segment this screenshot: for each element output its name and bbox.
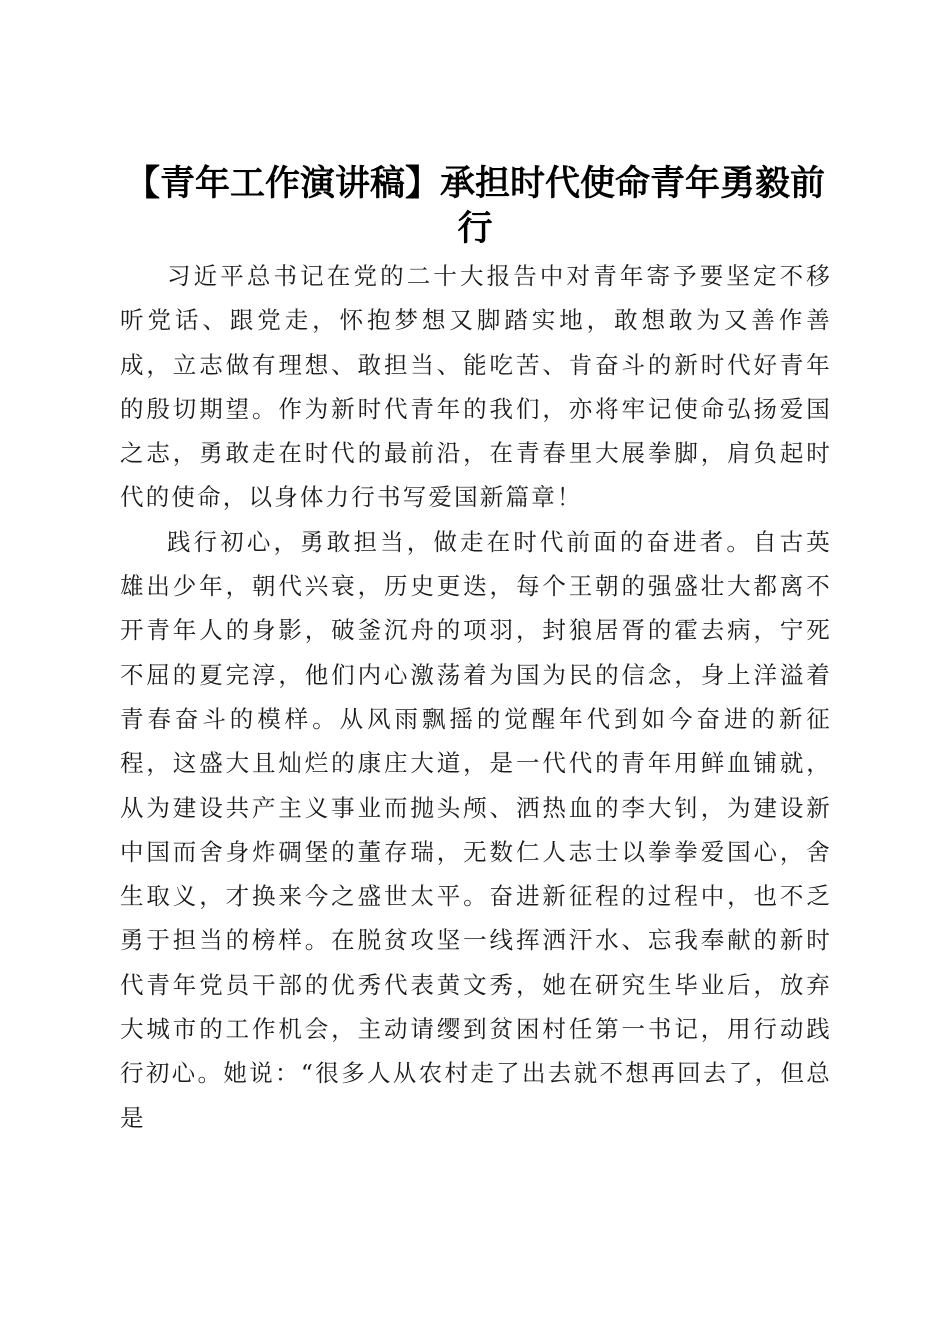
paragraph-1: 习近平总书记在党的二十大报告中对青年寄予要坚定不移听党话、跟党走，怀抱梦想又脚踏实地，敢想敢为又善作善成，立志做有理想、敢担当、能吃苦、肯奋斗的新时代好青年的殷切期望。作为新时代青年的我们，亦将牢记使命弘扬爱国之志，勇敢走在时代的最前沿，在青春里大展拳脚，肩负起时代的使命，以身体力行书写爱国新篇章！ <box>120 262 832 512</box>
document-body <box>120 254 832 1140</box>
paragraph-2: 践行初心，勇敢担当，做走在时代前面的奋进者。自古英雄出少年，朝代兴衰，历史更迭，每个王朝的强盛壮大都离不开青年人的身影，破釜沉舟的项羽，封狼居胥的霍去病，宁死不屈的夏完淳，他们内心激荡着为国为民的信念，身上洋溢着青春奋斗的模样。从风雨飘摇的觉醒年代到如今奋进的新征程，这盛大且灿烂的康庄大道，是一代代的青年用鲜血铺就，从为建设共产主义事业而抛头颅、洒热血的李大钊，为建设新中国而舍身炸碉堡的董存瑞，无数仁人志士以拳拳爱国心，舍生取义，才换来今之盛世太平。奋进新征程的过程中，也不乏勇于担当的榜样。在脱贫攻坚一线挥洒汗水、忘我奉献的新时代青年党员干部的优秀代表黄文秀，她在研究生毕业后，放弃大城市的工作机会，主动请缨到贫困村任第一书记，用行动践行初心。她说：“很多人从农村走了出去就不想再回去了，但总是 <box>120 527 832 1132</box>
document-title: 【青年工作演讲稿】承担时代使命青年勇毅前行 <box>124 163 825 250</box>
